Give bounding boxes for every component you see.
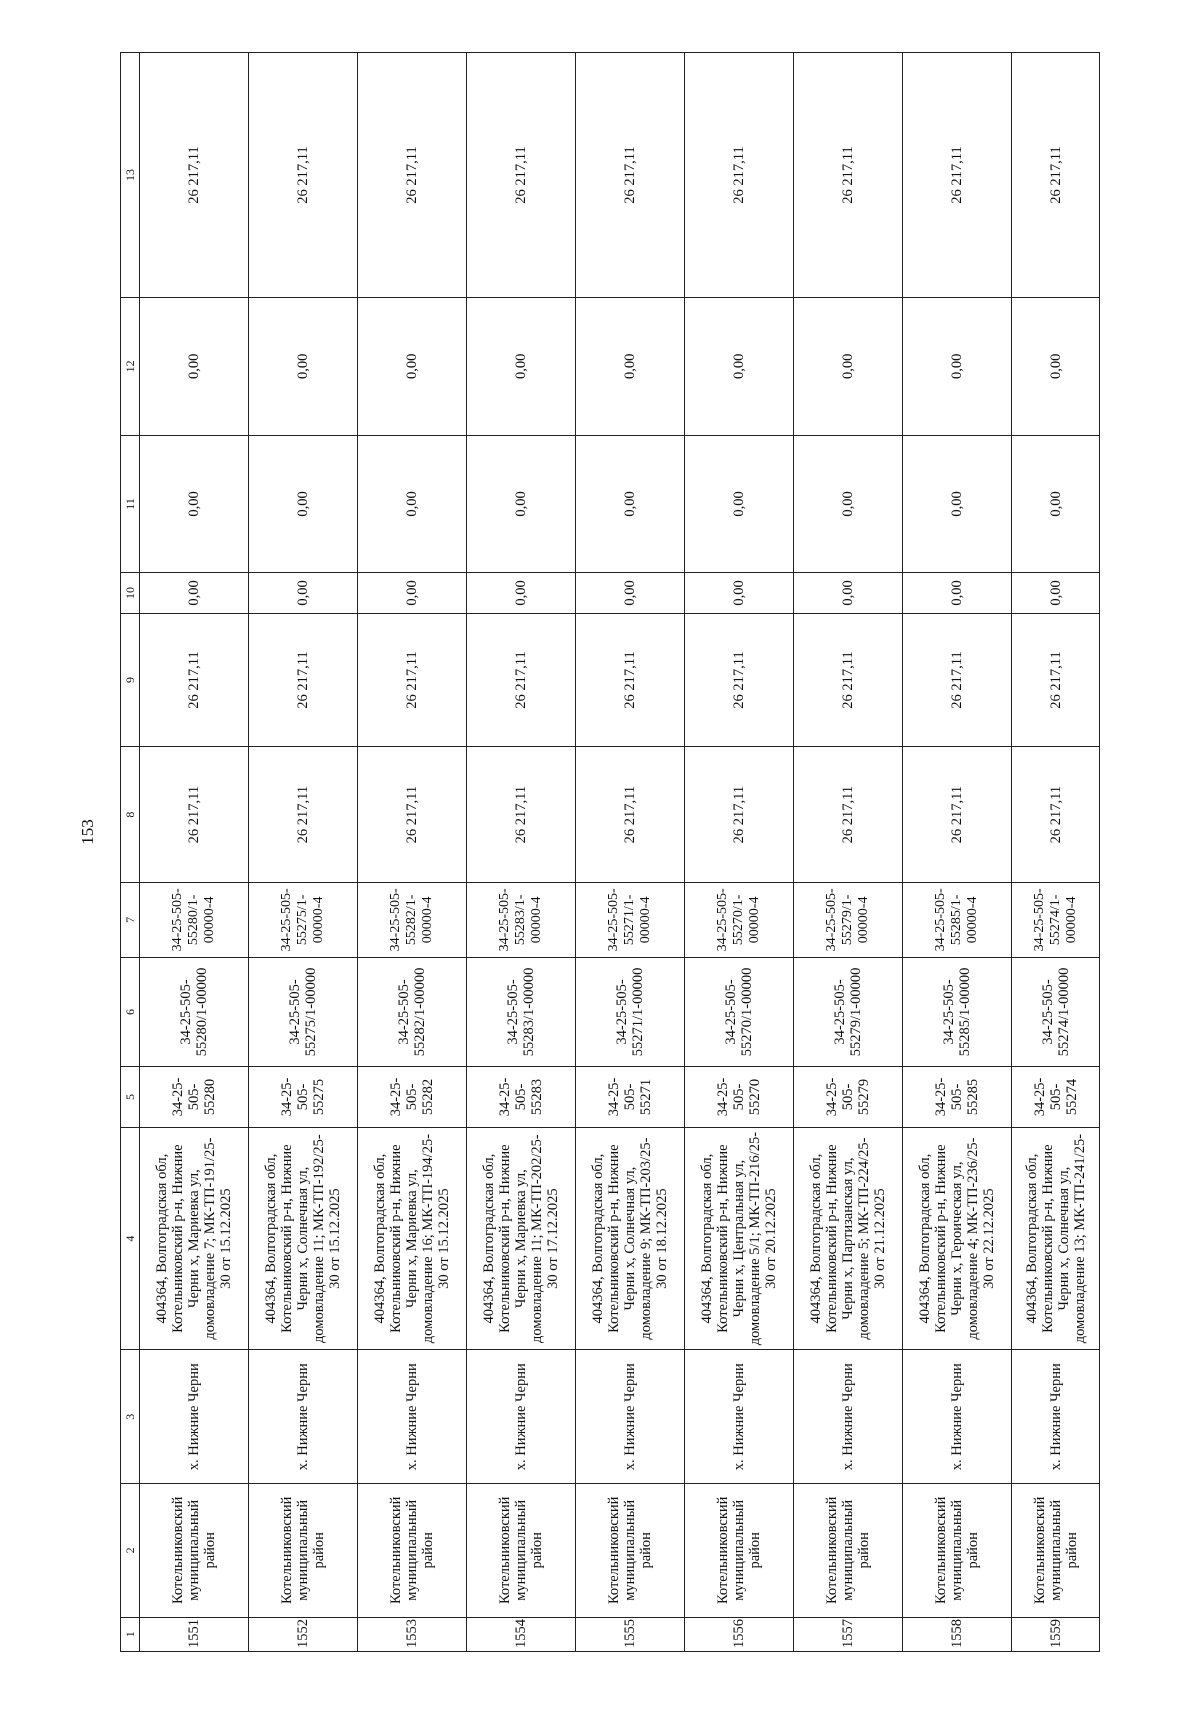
cell-c7: 34-25-505-55283/1-00000-4 [467,882,576,957]
cell-n: 1556 [685,1617,794,1651]
cell-district: Котельниковский муниципальный район [576,1484,685,1618]
cell-c6: 34-25-505-55285/1-00000 [903,957,1012,1066]
page-number: 153 [78,819,97,845]
cell-c11: 0,00 [903,435,1012,573]
cell-n: 1558 [903,1617,1012,1651]
table-row [140,53,249,1652]
table-row [576,53,685,1652]
cell-c7: 34-25-505-55280/1-00000-4 [140,882,249,957]
cell-c9: 26 217,11 [249,613,358,747]
cell-c12: 0,00 [358,298,467,436]
cell-c7: 34-25-505-55279/1-00000-4 [794,882,903,957]
rotated-table-wrapper [120,52,1100,1652]
cell-c13: 26 217,11 [903,53,1012,298]
cell-c9: 26 217,11 [794,613,903,747]
column-header: 4 [121,1127,140,1350]
column-header: 6 [121,957,140,1066]
cell-c13: 26 217,11 [249,53,358,298]
cell-c10: 0,00 [685,573,794,613]
cell-c9: 26 217,11 [467,613,576,747]
cell-c12: 0,00 [794,298,903,436]
cell-n: 1559 [1012,1617,1100,1651]
column-number-row [121,53,140,1652]
cell-c8: 26 217,11 [467,747,576,883]
cell-c11: 0,00 [794,435,903,573]
table-row [1012,53,1100,1652]
cell-c9: 26 217,11 [685,613,794,747]
cell-c6: 34-25-505-55271/1-00000 [576,957,685,1066]
cell-c8: 26 217,11 [576,747,685,883]
cell-c10: 0,00 [467,573,576,613]
table-row [903,53,1012,1652]
cell-n: 1554 [467,1617,576,1651]
cell-c5: 34-25-505-55274 [1012,1067,1100,1128]
cell-c11: 0,00 [467,435,576,573]
cell-c8: 26 217,11 [903,747,1012,883]
cell-c7: 34-25-505-55271/1-00000-4 [576,882,685,957]
column-header: 13 [121,53,140,298]
cell-c11: 0,00 [576,435,685,573]
cell-c9: 26 217,11 [576,613,685,747]
cell-n: 1551 [140,1617,249,1651]
cell-c10: 0,00 [576,573,685,613]
cell-locality: х. Нижние Черни [467,1350,576,1484]
cell-locality: х. Нижние Черни [358,1350,467,1484]
cell-address: 404364, Волгоградская обл, Котельниковский р-н, Нижние Черни х, Мариевка ул, домовладение 7; МК-ТП-191/25-30 от 15.12.2025 [140,1127,249,1350]
column-header: 10 [121,573,140,613]
table-row [685,53,794,1652]
cell-c5: 34-25-505-55275 [249,1067,358,1128]
cell-c12: 0,00 [467,298,576,436]
table-row [358,53,467,1652]
cell-c11: 0,00 [358,435,467,573]
cell-c8: 26 217,11 [685,747,794,883]
cell-c8: 26 217,11 [794,747,903,883]
cell-locality: х. Нижние Черни [685,1350,794,1484]
cell-address: 404364, Волгоградская обл, Котельниковский р-н, Нижние Черни х, Героическая ул, домовладение 4; МК-ТП-236/25-30 от 22.12.2025 [903,1127,1012,1350]
cell-c13: 26 217,11 [1012,53,1100,298]
cell-district: Котельниковский муниципальный район [467,1484,576,1618]
cell-c12: 0,00 [1012,298,1100,436]
cell-c8: 26 217,11 [140,747,249,883]
cell-c9: 26 217,11 [903,613,1012,747]
cell-c5: 34-25-505-55280 [140,1067,249,1128]
cell-c6: 34-25-505-55282/1-00000 [358,957,467,1066]
cell-c12: 0,00 [576,298,685,436]
column-header: 11 [121,435,140,573]
cell-c6: 34-25-505-55280/1-00000 [140,957,249,1066]
table-row [794,53,903,1652]
cell-c10: 0,00 [140,573,249,613]
column-header: 8 [121,747,140,883]
cell-c13: 26 217,11 [358,53,467,298]
cell-c7: 34-25-505-55274/1-00000-4 [1012,882,1100,957]
cell-c11: 0,00 [140,435,249,573]
cell-c5: 34-25-505-55271 [576,1067,685,1128]
cell-c13: 26 217,11 [794,53,903,298]
cell-n: 1552 [249,1617,358,1651]
cell-district: Котельниковский муниципальный район [794,1484,903,1618]
cell-locality: х. Нижние Черни [249,1350,358,1484]
cell-district: Котельниковский муниципальный район [1012,1484,1100,1618]
cell-c7: 34-25-505-55270/1-00000-4 [685,882,794,957]
cell-c6: 34-25-505-55274/1-00000 [1012,957,1100,1066]
cell-n: 1557 [794,1617,903,1651]
cell-c13: 26 217,11 [576,53,685,298]
cell-c5: 34-25-505-55282 [358,1067,467,1128]
column-header: 9 [121,613,140,747]
cell-c5: 34-25-505-55279 [794,1067,903,1128]
cell-n: 1553 [358,1617,467,1651]
cell-address: 404364, Волгоградская обл, Котельниковский р-н, Нижние Черни х, Мариевка ул, домовладение 16; МК-ТП-194/25-30 от 15.12.2025 [358,1127,467,1350]
cell-locality: х. Нижние Черни [903,1350,1012,1484]
cell-district: Котельниковский муниципальный район [140,1484,249,1618]
cell-c10: 0,00 [794,573,903,613]
cell-c9: 26 217,11 [140,613,249,747]
cell-c11: 0,00 [685,435,794,573]
cell-c7: 34-25-505-55282/1-00000-4 [358,882,467,957]
cell-c13: 26 217,11 [685,53,794,298]
cell-c5: 34-25-505-55285 [903,1067,1012,1128]
cell-district: Котельниковский муниципальный район [685,1484,794,1618]
cell-locality: х. Нижние Черни [794,1350,903,1484]
cell-address: 404364, Волгоградская обл, Котельниковский р-н, Нижние Черни х, Центральная ул, домовладение 5/1; МК-ТП-216/25-30 от 20.12.2025 [685,1127,794,1350]
cell-c13: 26 217,11 [467,53,576,298]
cell-c11: 0,00 [1012,435,1100,573]
column-header: 5 [121,1067,140,1128]
cell-c8: 26 217,11 [358,747,467,883]
column-header: 1 [121,1617,140,1651]
table-row [467,53,576,1652]
cell-district: Котельниковский муниципальный район [903,1484,1012,1618]
cell-c7: 34-25-505-55275/1-00000-4 [249,882,358,957]
cell-c12: 0,00 [685,298,794,436]
cell-c13: 26 217,11 [140,53,249,298]
cell-address: 404364, Волгоградская обл, Котельниковский р-н, Нижние Черни х, Мариевка ул, домовладение 11; МК-ТП-202/25-30 от 17.12.2025 [467,1127,576,1350]
cell-c6: 34-25-505-55270/1-00000 [685,957,794,1066]
cell-locality: х. Нижние Черни [576,1350,685,1484]
cell-c10: 0,00 [249,573,358,613]
table-body [140,53,1100,1652]
cell-c6: 34-25-505-55283/1-00000 [467,957,576,1066]
cell-c9: 26 217,11 [1012,613,1100,747]
cell-c11: 0,00 [249,435,358,573]
table-row [249,53,358,1652]
column-header: 2 [121,1484,140,1618]
cell-c10: 0,00 [358,573,467,613]
cell-c7: 34-25-505-55285/1-00000-4 [903,882,1012,957]
column-header: 7 [121,882,140,957]
cell-locality: х. Нижние Черни [1012,1350,1100,1484]
cell-c12: 0,00 [903,298,1012,436]
cell-address: 404364, Волгоградская обл, Котельниковский р-н, Нижние Черни х, Солнечная ул, домовладение 11; МК-ТП-192/25-30 от 15.12.2025 [249,1127,358,1350]
cell-c6: 34-25-505-55279/1-00000 [794,957,903,1066]
cell-c6: 34-25-505-55275/1-00000 [249,957,358,1066]
cell-district: Котельниковский муниципальный район [249,1484,358,1618]
cell-address: 404364, Волгоградская обл, Котельниковский р-н, Нижние Черни х, Солнечная ул, домовладение 9; МК-ТП-203/25-30 от 18.12.2025 [576,1127,685,1350]
cell-district: Котельниковский муниципальный район [358,1484,467,1618]
cell-c5: 34-25-505-55283 [467,1067,576,1128]
cell-c8: 26 217,11 [1012,747,1100,883]
cell-c5: 34-25-505-55270 [685,1067,794,1128]
cell-address: 404364, Волгоградская обл, Котельниковский р-н, Нижние Черни х, Партизанская ул, домовладение 5; МК-ТП-224/25-30 от 21.12.2025 [794,1127,903,1350]
cell-c12: 0,00 [249,298,358,436]
document-sheet [120,52,1100,1652]
column-header: 12 [121,298,140,436]
cell-c8: 26 217,11 [249,747,358,883]
registry-table [120,52,1100,1652]
cell-address: 404364, Волгоградская обл, Котельниковский р-н, Нижние Черни х, Солнечная ул, домовладение 13; МК-ТП-241/25- [1012,1127,1100,1350]
cell-locality: х. Нижние Черни [140,1350,249,1484]
cell-c10: 0,00 [903,573,1012,613]
cell-n: 1555 [576,1617,685,1651]
column-header: 3 [121,1350,140,1484]
cell-c10: 0,00 [1012,573,1100,613]
cell-c9: 26 217,11 [358,613,467,747]
cell-c12: 0,00 [140,298,249,436]
